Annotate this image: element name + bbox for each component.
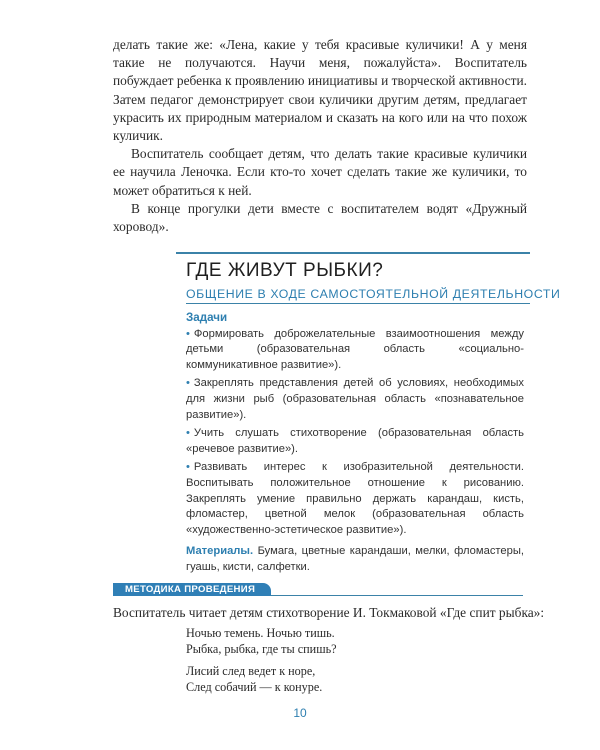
method-label: МЕТОДИКА ПРОВЕДЕНИЯ [113,583,271,596]
method-text: Воспитатель читает детям стихотворение И. Токмаковой «Где спит рыбка»: [113,605,545,620]
task-text: Развивать интерес к изобразительной деятельности. Воспитывать положительное отношение к рисованию. Закреплять умение правильно держать карандаш, кисть, фломастер, цветной мелок (образовательная область «художественно-эстетическое развитие»). [186,461,524,536]
materials-label: Материалы. [186,545,254,558]
poem [186,625,337,701]
poem-stanza [186,625,337,657]
subtitle-rule [186,303,530,304]
task-item [186,327,524,374]
lesson-subtitle: ОБЩЕНИЕ В ХОДЕ САМОСТОЯТЕЛЬНОЙ ДЕЯТЕЛЬНОСТИ [186,287,561,301]
task-text: Формировать доброжелательные взаимоотношения между детьми (образовательная область «социально-коммуникативное развитие»). [186,327,524,371]
intro-text [113,36,527,236]
materials [186,544,524,575]
lesson-title: ГДЕ ЖИВУТ РЫБКИ? [186,260,384,281]
poem-line: Лисий след ведет к норе, [186,664,316,678]
tasks-heading: Задачи [186,311,228,324]
materials-text: Бумага, цветные карандаши, мелки, фломастеры, гуашь, кисти, салфетки. [186,545,524,573]
bullet-icon: • [186,327,190,340]
intro-paragraph-1: делать такие же: «Лена, какие у тебя красивые куличики! А у меня такие не получаются. Научи меня, пожалуйста». Воспитатель побуждает ребенка к проявлению инициативы и творческой активности. Затем педагог демонстрирует свои куличики другим детям, предлагает украсить их природным материалом и сказать на кого или на что похож куличик. [113,37,527,144]
task-item [186,376,524,423]
poem-line: Ночью темень. Ночью тишь. [186,626,335,640]
task-item [186,460,524,538]
poem-stanza [186,663,337,695]
bullet-icon: • [186,377,190,390]
poem-line: След собачий — к конуре. [186,680,323,694]
task-text: Учить слушать стихотворение (образовательная область «речевое развитие»). [186,427,524,455]
bullet-icon: • [186,427,190,440]
intro-paragraph-3: В конце прогулки дети вместе с воспитателем водят «Дружный хоровод». [113,200,527,235]
section-top-rule [176,252,530,254]
tasks-block [186,310,524,576]
task-item [186,426,524,457]
page-number: 10 [293,706,307,720]
bullet-icon: • [186,461,190,474]
poem-line: Рыбка, рыбка, где ты спишь? [186,642,337,656]
intro-paragraph-2: Воспитатель сообщает детям, что делать такие красивые куличики ее научила Леночка. Если кто-то хочет сделать такие же куличики, то может обратиться к ней. [113,146,527,198]
task-text: Закреплять представления детей об условиях, необходимых для жизни рыб (образовательная область «познавательное развитие»). [186,377,524,421]
